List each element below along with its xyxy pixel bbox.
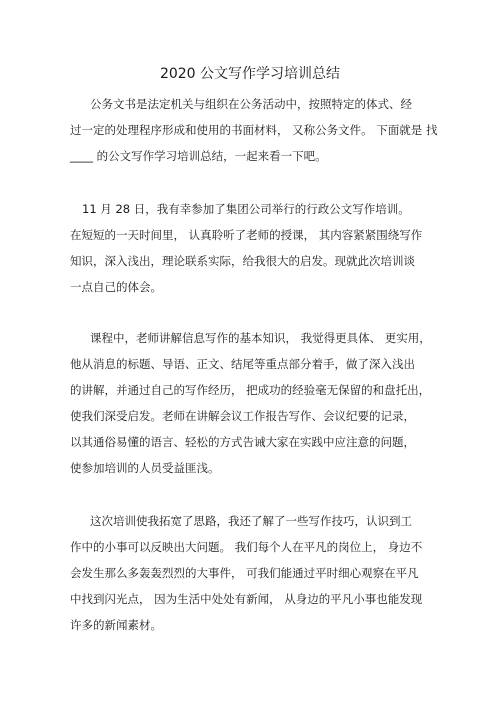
paragraph-3-line-1: 课程中，老师讲解信息写作的基本知识， 我觉得更具体、 更实用， — [90, 331, 431, 345]
paragraph-3-line-5: 以其通俗易懂的语言、轻松的方式告诫大家在实践中应注意的问题， — [70, 435, 415, 449]
paragraph-4-line-1: 这次培训使我拓宽了思路，我还了解了一些写作技巧，认识到工 — [90, 514, 412, 528]
paragraph-1-line-3: ____ 的公文写作学习培训总结，一起来看一下吧。 — [70, 149, 327, 163]
paragraph-4-line-5: 许多的新闻素材。 — [70, 618, 162, 632]
paragraph-2-line-3: 知识，深入浅出，理论联系实际，给我很大的启发。现就此次培训谈 — [70, 254, 415, 268]
paragraph-1-line-1: 公务文书是法定机关与组织在公务活动中，按照特定的体式、经 — [90, 97, 412, 111]
paragraph-4-line-2: 作中的小事可以反映出大问题。 我们每个人在平凡的岗位上， 身边不 — [70, 540, 423, 554]
paragraph-4-line-3: 会发生那么多轰轰烈烈的大事件， 可我们能通过平时细心观察在平凡 — [70, 566, 419, 580]
paragraph-3-line-3: 的讲解，并通过自己的写作经历， 把成功的经验毫无保留的和盘托出， — [70, 383, 431, 397]
paragraph-2-line-2: 在短短的一天时间里， 认真聆听了老师的授课， 其内容紧紧围绕写作 — [70, 228, 423, 242]
paragraph-4-line-4: 中找到闪光点， 因为生活中处处有新闻， 从身边的平凡小事也能发现 — [70, 592, 423, 606]
paragraph-3-line-2: 他从消息的标题、导语、正文、结尾等重点部分着手，做了深入浅出 — [70, 357, 415, 371]
paragraph-3-line-4: 使我们深受启发。老师在讲解会议工作报告写作、会议纪要的记录， — [70, 409, 415, 423]
paragraph-2-line-1: 11 月 28 日，我有幸参加了集团公司举行的行政公文写作培训。 — [82, 202, 410, 216]
paragraph-1-line-2: 过一定的处理程序形成和使用的书面材料， 又称公务文件。 下面就是 找 — [70, 123, 438, 137]
paragraph-2-line-4: 一点自己的体会。 — [70, 280, 162, 294]
paragraph-3-line-6: 使参加培训的人员受益匪浅。 — [70, 461, 220, 475]
document-title: 2020 公文写作学习培训总结 — [159, 66, 341, 82]
